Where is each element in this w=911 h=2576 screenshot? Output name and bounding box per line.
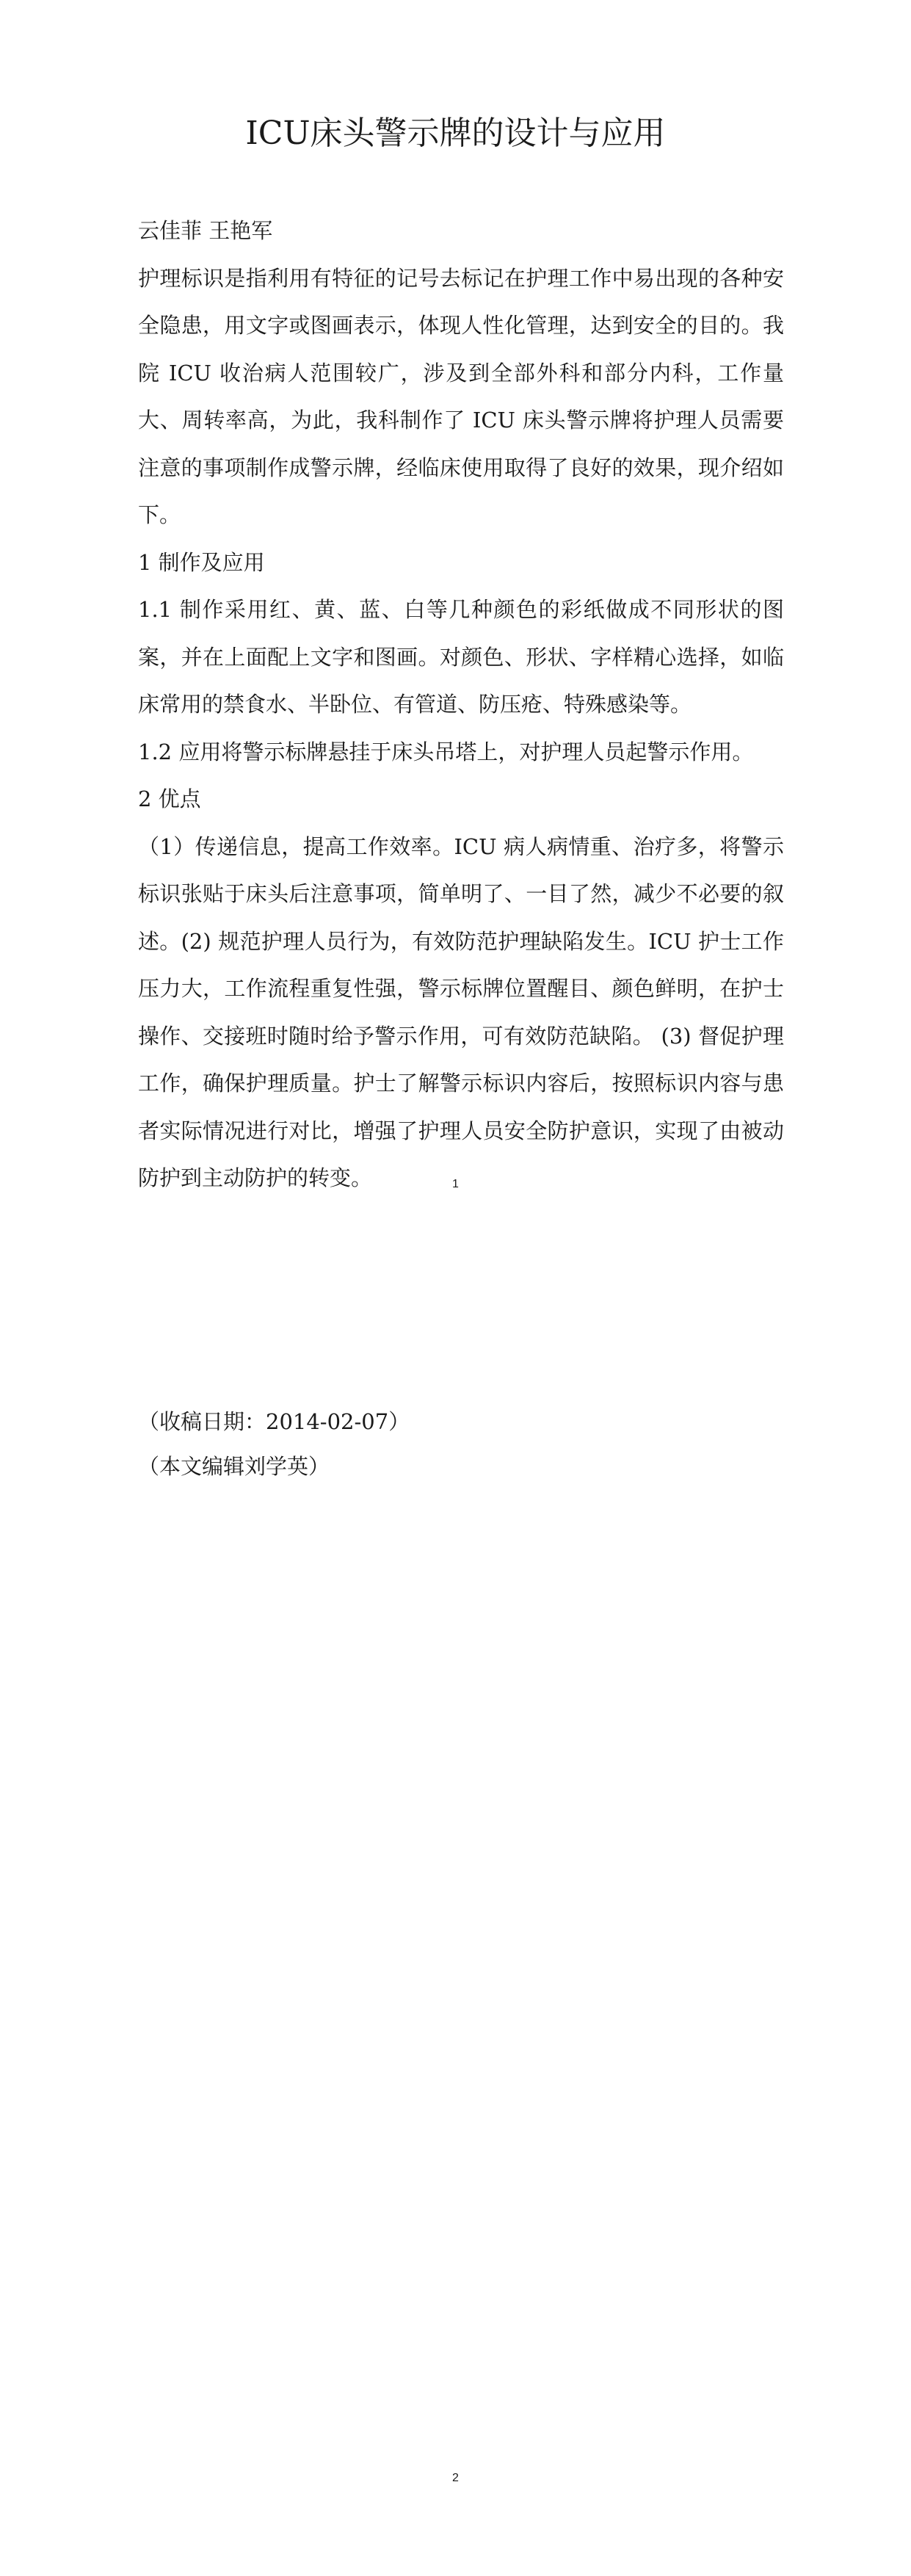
received-date: （收稿日期：2014-02-07） — [138, 1409, 410, 1434]
author-line: 云佳菲 王艳军 — [138, 218, 273, 243]
intro-paragraph: 护理标识是指利用有特征的记号去标记在护理工作中易出现的各种安全隐患，用文字或图画表示，体现人性化管理，达到安全的目的。我院 ICU 收治病人范围较广，涉及到全部外科和部分内科，工作量大、周转率高，为此，我科制作了 ICU 床头警示牌将护理人员需要注意的事项制作成警示牌，经临床使用取得了良好的效果，现介绍如下。 — [138, 265, 784, 527]
article-body — [138, 207, 784, 1202]
paragraph-1-1: 1.1 制作采用红、黄、蓝、白等几种颜色的彩纸做成不同形状的图案，并在上面配上文字和图画。对颜色、形状、字样精心选择，如临床常用的禁食水、半卧位、有管道、防压疮、特殊感染等。 — [138, 597, 784, 717]
section-heading-1: 1 制作及应用 — [138, 549, 265, 575]
section-heading-2: 2 优点 — [138, 786, 201, 811]
page-number: 2 — [452, 2472, 459, 2484]
advantages-paragraph: （1）传递信息，提高工作效率。ICU 病人病情重、治疗多，将警示标识张贴于床头后注意事项，简单明了、一目了然，减少不必要的叙述。(2) 规范护理人员行为，有效防范护理缺陷发生。ICU 护士工作压力大，工作流程重复性强，警示标牌位置醒目、颜色鲜明，在护士操作、交接班时随时给予警示作用，可有效防范缺陷。 (3) 督促护理工作，确保护理质量。护士了解警示标识内容后，按照标识内容与患者实际情况进行对比，增强了护理人员安全防护意识，实现了由被动防护到主动防护的转变。 — [138, 833, 784, 1190]
paragraph-1-2: 1.2 应用将警示标牌悬挂于床头吊塔上，对护理人员起警示作用。 — [138, 739, 754, 764]
editor-note: （本文编辑刘学英） — [138, 1454, 330, 1479]
page-title: ICU床头警示牌的设计与应用 — [245, 115, 666, 152]
page-number: 1 — [452, 1178, 459, 1190]
footer-notes — [138, 1400, 410, 1489]
